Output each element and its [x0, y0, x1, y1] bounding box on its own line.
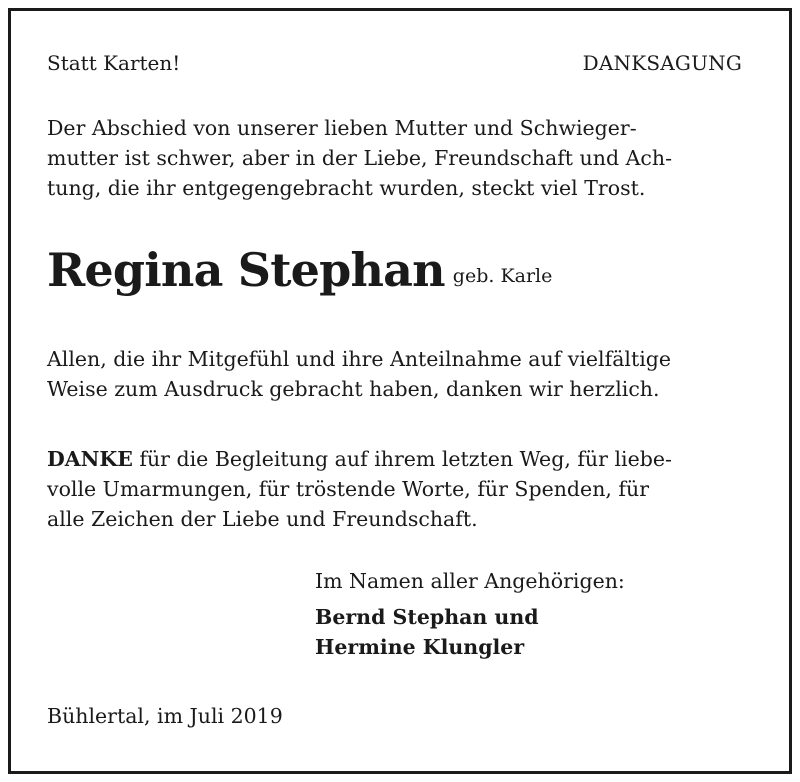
- place-date: Bühlertal, im Juli 2019: [47, 704, 283, 728]
- danke-first-line-text: für die Begleitung auf ihrem letzten Weg, für liebe-: [132, 447, 672, 471]
- signature-block: [315, 566, 735, 662]
- deceased-birth-name: geb. Karle: [452, 265, 553, 287]
- thanks-line: Weise zum Ausdruck gebracht haben, danken wir herzlich.: [47, 377, 660, 401]
- thanks-line: Allen, die ihr Mitgefühl und ihre Anteilnahme auf vielfältige: [47, 347, 672, 371]
- header-title: DANKSAGUNG: [582, 51, 742, 75]
- danke-first-line: [47, 444, 742, 474]
- danke-paragraph: [47, 444, 742, 534]
- header-left-text: Statt Karten!: [47, 51, 181, 75]
- intro-line: mutter ist schwer, aber in der Liebe, Freundschaft und Ach-: [47, 146, 672, 170]
- danke-line: alle Zeichen der Liebe und Freundschaft.: [47, 507, 478, 531]
- signature-name: Hermine Klungler: [315, 635, 525, 659]
- signature-names: [315, 602, 735, 662]
- danke-keyword: DANKE: [47, 447, 133, 471]
- deceased-name: Regina Stephan: [47, 243, 445, 297]
- thanks-paragraph: [47, 344, 742, 404]
- signature-name: Bernd Stephan und: [315, 605, 539, 629]
- danke-line: volle Umarmungen, für tröstende Worte, für Spenden, für: [47, 477, 650, 501]
- signature-intro: Im Namen aller Angehörigen:: [315, 569, 625, 593]
- intro-paragraph: [47, 113, 742, 203]
- deceased-headline: [47, 240, 747, 300]
- intro-line: tung, die ihr entgegengebracht wurden, steckt viel Trost.: [47, 176, 646, 200]
- intro-line: Der Abschied von unserer lieben Mutter und Schwieger-: [47, 116, 637, 140]
